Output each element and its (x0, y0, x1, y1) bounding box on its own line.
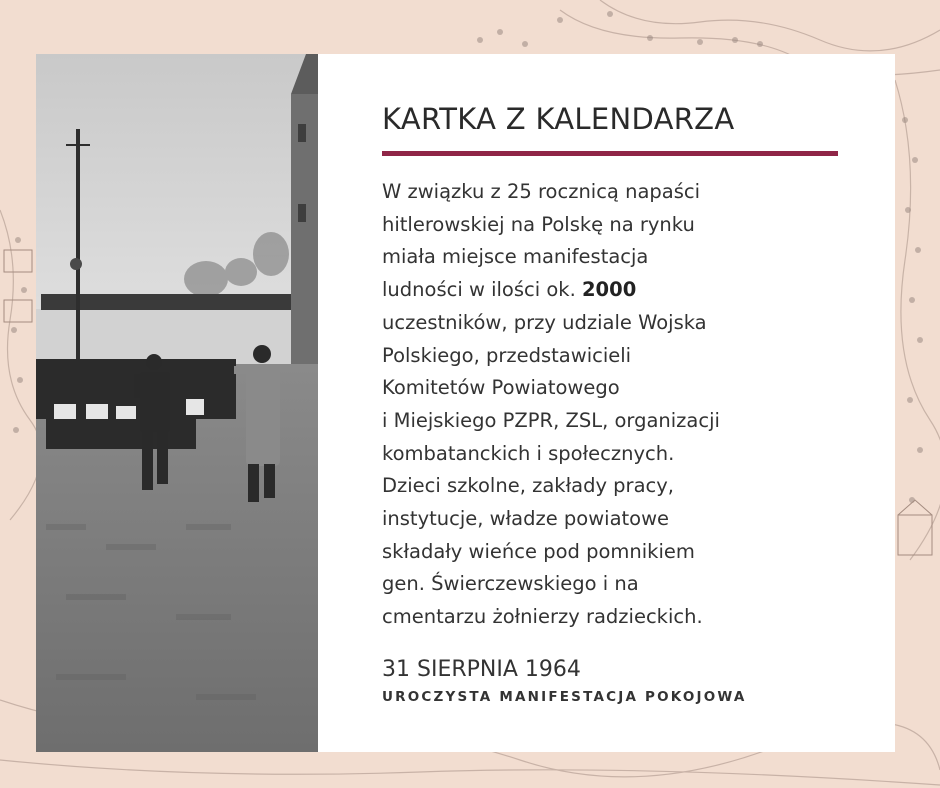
body-line-text: ludności w ilości ok. (382, 278, 582, 302)
body-line: uczestników, przy udziale Wojska (382, 310, 707, 334)
calendar-card (318, 54, 895, 752)
body-line: miała miejsce manifestacja (382, 245, 649, 269)
participant-count: 2000 (581, 278, 637, 302)
body-line: gen. Świerczewskiego i na (382, 572, 639, 596)
title-divider (382, 151, 838, 156)
card-title: KARTKA Z KALENDARZA (382, 102, 735, 136)
event-subtitle: UROCZYSTA MANIFESTACJA POKOJOWA (382, 689, 747, 705)
body-line: składały wieńce pod pomnikiem (382, 539, 695, 563)
body-line (382, 274, 852, 307)
body-line: Dzieci szkolne, zakłady pracy, (382, 474, 674, 498)
body-line: kombatanckich i społecznych. (382, 441, 675, 465)
card-body (382, 176, 852, 634)
body-line: i Miejskiego PZPR, ZSL, organizacji (382, 408, 720, 432)
event-date: 31 SIERPNIA 1964 (382, 657, 581, 682)
body-line: W związku z 25 rocznicą napaści (382, 180, 701, 203)
parade-photo (36, 54, 318, 752)
body-line: Komitetów Powiatowego (382, 376, 620, 400)
body-line: instytucje, władze powiatowe (382, 507, 670, 531)
body-line: hitlerowskiej na Polskę na rynku (382, 212, 695, 236)
body-line: Polskiego, przedstawicieli (382, 343, 632, 367)
body-line: cmentarzu żołnierzy radzieckich. (382, 605, 703, 629)
